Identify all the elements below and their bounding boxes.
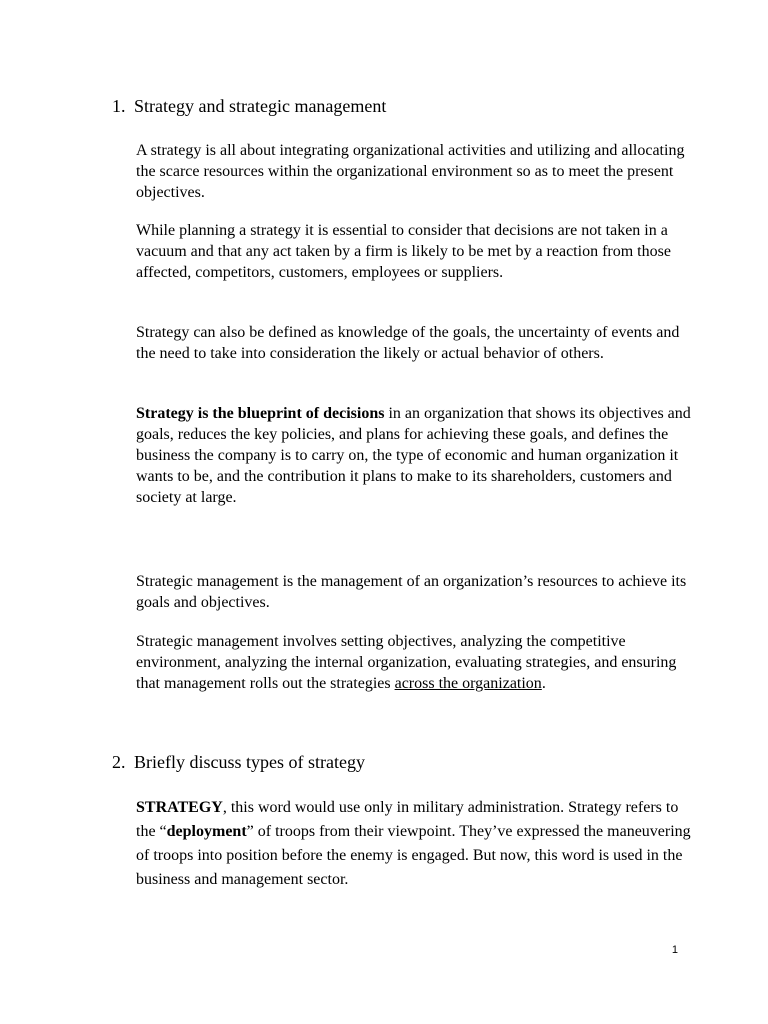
section-1-title: Strategy and strategic management bbox=[134, 96, 387, 116]
paragraph-strategy-blueprint bbox=[136, 403, 696, 508]
paragraph-strategic-management-definition: Strategic management is the management of an organization’s resources to achieve its goals and objectives. bbox=[136, 573, 687, 611]
involves-end-text: . bbox=[541, 675, 546, 692]
section-1-heading bbox=[112, 95, 386, 117]
section-2-number: 2. bbox=[112, 752, 126, 772]
paragraph-strategy-definition: A strategy is all about integrating organizational activities and utilizing and allocating the scarce resources within the organizational environment so as to meet the present objectives. bbox=[136, 142, 685, 201]
military-body-text-2: ” of troops from their viewpoint. They’ve expressed the maneuvering of troops into position before the enemy is engaged. But now, this word is used in the business and management sector. bbox=[136, 823, 691, 888]
blueprint-bold-text: Strategy is the blueprint of decisions bbox=[136, 405, 385, 422]
across-organization-link[interactable]: across the organization bbox=[394, 675, 542, 692]
strategy-bold-text: STRATEGY bbox=[136, 799, 223, 816]
paragraph-strategic-management-involves bbox=[136, 631, 696, 694]
military-body-text-1: , this word would use only in military administration. Strategy refers to the “ bbox=[136, 799, 679, 840]
blueprint-body-text: in an organization that shows its objectives and goals, reduces the key policies, and plans for achieving these goals, and defines the business the company is to carry on, the type of economic and human organization it wants to be, and the contribution it plans to make to its shareholders, customers and society at large. bbox=[136, 405, 691, 506]
page-number: 1 bbox=[671, 944, 678, 956]
section-1-number: 1. bbox=[112, 96, 126, 116]
section-2-heading bbox=[112, 751, 365, 773]
paragraph-strategy-military bbox=[136, 796, 696, 892]
involves-body-text: Strategic management involves setting objectives, analyzing the competitive environment, analyzing the internal organization, evaluating strategies, and ensuring that management rolls out the strategies bbox=[136, 633, 677, 692]
section-2-title: Briefly discuss types of strategy bbox=[134, 752, 365, 772]
deployment-bold-text: deployment bbox=[166, 823, 247, 840]
paragraph-planning-strategy: While planning a strategy it is essential to consider that decisions are not taken in a vacuum and that any act taken by a firm is likely to be met by a reaction from those affected, competitors, customers, employees or suppliers. bbox=[136, 222, 671, 281]
paragraph-strategy-knowledge: Strategy can also be defined as knowledge of the goals, the uncertainty of events and the need to take into consideration the likely or actual behavior of others. bbox=[136, 324, 680, 362]
